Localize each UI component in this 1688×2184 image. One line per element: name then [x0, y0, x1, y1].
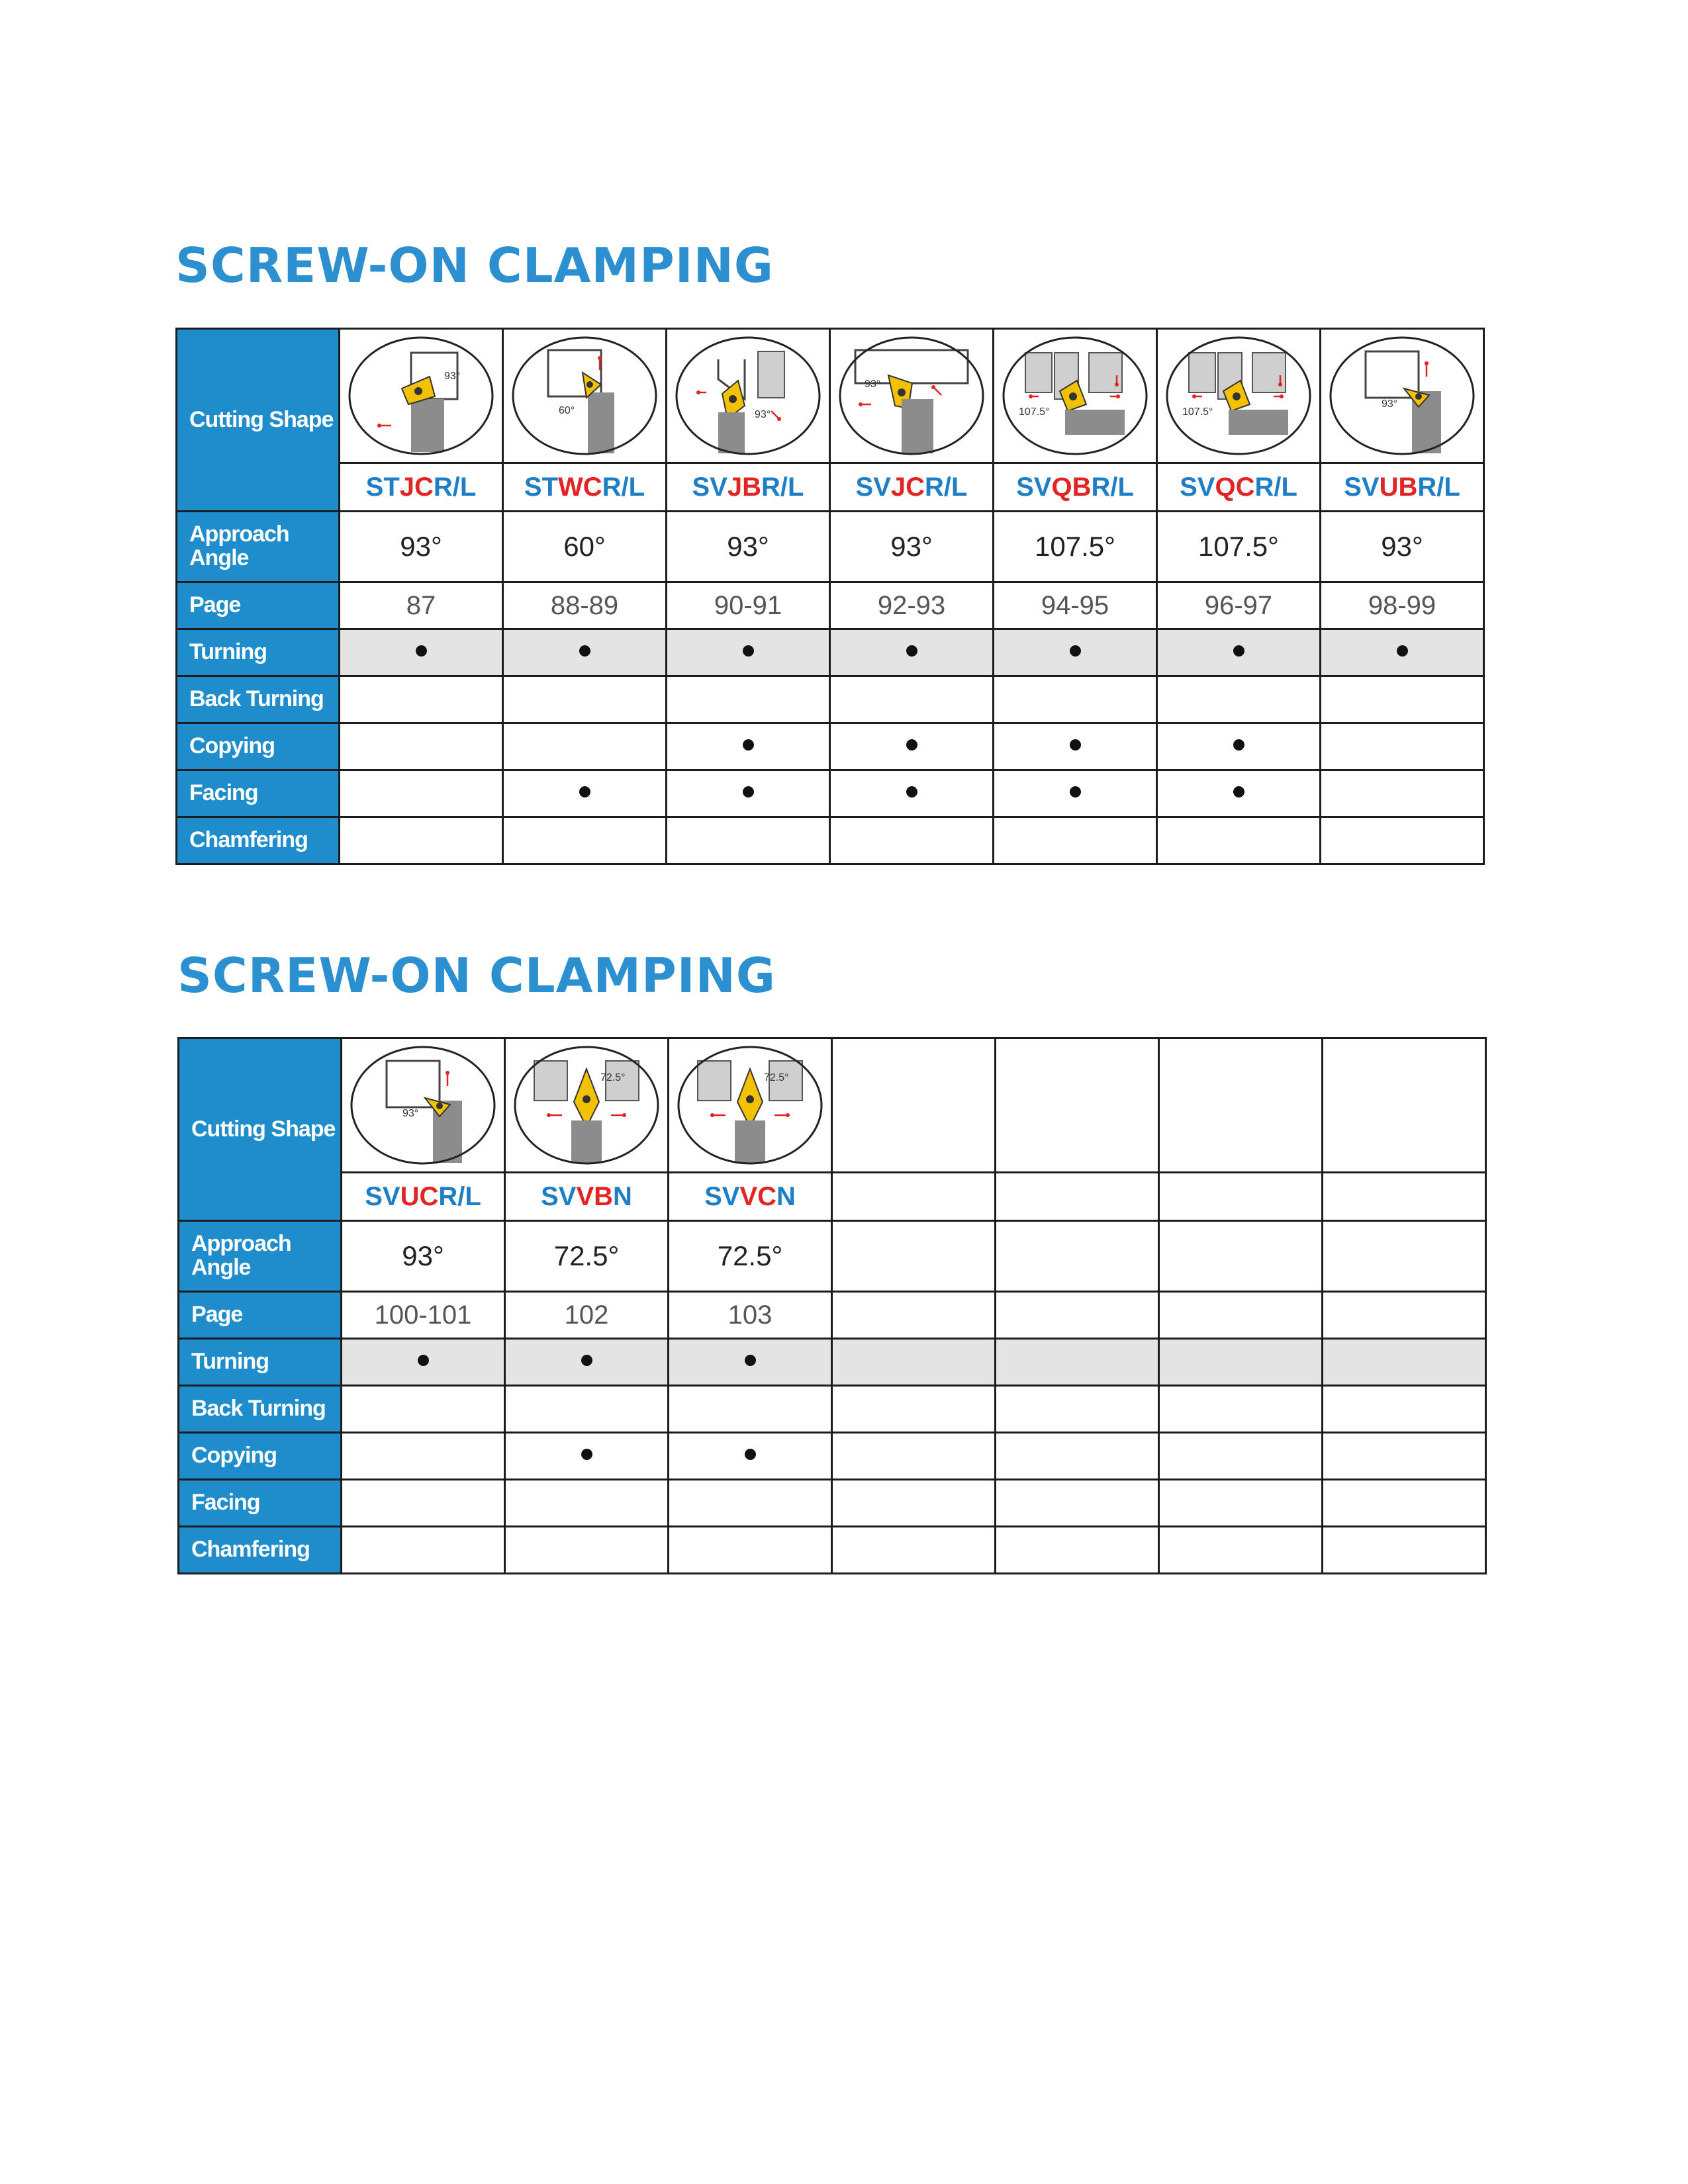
- check-dot-icon: [1233, 739, 1244, 751]
- tool-image-cell: [503, 329, 667, 463]
- approach-angle-value: 93°: [342, 1221, 505, 1292]
- approach-angle-value: 93°: [1321, 512, 1484, 582]
- op-cell: [832, 1433, 996, 1480]
- diagram-angle-label: 93°: [755, 409, 771, 420]
- approach-angle-value: 107.5°: [1157, 512, 1321, 582]
- page-ref: 100-101: [342, 1292, 505, 1339]
- tool-code: STWCR/L: [503, 463, 667, 512]
- tool-image-cell: [996, 1038, 1159, 1173]
- op-cell: [505, 1480, 669, 1527]
- diagram-angle-label: 93°: [1382, 398, 1398, 410]
- check-dot-icon: [581, 1355, 592, 1366]
- check-dot-icon: [745, 1449, 756, 1460]
- page-ref: [832, 1292, 996, 1339]
- row-label-approach-angle: Approach Angle: [177, 512, 340, 582]
- spec-table: [175, 328, 1485, 865]
- row-label-facing: Facing: [177, 770, 340, 817]
- op-cell: [1159, 1386, 1323, 1433]
- check-dot-icon: [418, 1355, 429, 1366]
- op-cell: [1323, 1386, 1486, 1433]
- op-cell: [505, 1386, 669, 1433]
- tool-svubr-icon: [1326, 333, 1478, 459]
- diagram-angle-label: 93°: [865, 379, 881, 390]
- op-cell: [503, 817, 667, 864]
- check-dot-icon: [581, 1449, 592, 1460]
- approach-angle-value: [996, 1221, 1159, 1292]
- approach-angle-value: 72.5°: [669, 1221, 832, 1292]
- op-cell: [1321, 770, 1484, 817]
- tool-svjbr-icon: [672, 333, 824, 459]
- tool-stjcr-icon: [345, 333, 497, 459]
- op-cell: [1321, 817, 1484, 864]
- row-label-cutting-shape: Cutting Shape: [177, 329, 340, 512]
- op-cell: [340, 629, 503, 676]
- page-ref: 98-99: [1321, 582, 1484, 629]
- tool-svqcr-icon: [1162, 333, 1315, 459]
- op-cell: [832, 1480, 996, 1527]
- row-label-page: Page: [177, 582, 340, 629]
- approach-angle-value: 72.5°: [505, 1221, 669, 1292]
- op-cell: [1159, 1433, 1323, 1480]
- approach-angle-value: [1323, 1221, 1486, 1292]
- check-dot-icon: [1233, 645, 1244, 657]
- op-cell: [996, 1527, 1159, 1574]
- op-cell: [503, 723, 667, 770]
- op-cell: [1323, 1433, 1486, 1480]
- tool-code: SVQCR/L: [1157, 463, 1321, 512]
- tool-image-cell: [1159, 1038, 1323, 1173]
- page-ref: 102: [505, 1292, 669, 1339]
- op-cell: [1321, 723, 1484, 770]
- op-cell: [1321, 676, 1484, 723]
- op-cell: [1157, 817, 1321, 864]
- op-cell: [503, 770, 667, 817]
- op-cell: [342, 1386, 505, 1433]
- op-cell: [340, 817, 503, 864]
- tool-svvbn-icon: [510, 1042, 663, 1168]
- row-label-cutting-shape: Cutting Shape: [179, 1038, 342, 1221]
- op-cell: [667, 676, 830, 723]
- op-cell: [1159, 1339, 1323, 1386]
- tool-svqbr-icon: [999, 333, 1151, 459]
- check-dot-icon: [1070, 739, 1081, 751]
- tool-code: SVJCR/L: [830, 463, 994, 512]
- check-dot-icon: [579, 645, 590, 657]
- tool-stwcr-icon: [508, 333, 661, 459]
- op-cell: [669, 1339, 832, 1386]
- tool-code: [1323, 1173, 1486, 1221]
- op-cell: [996, 1339, 1159, 1386]
- page-ref: [1159, 1292, 1323, 1339]
- op-cell: [996, 1386, 1159, 1433]
- diagram-angle-label: 93°: [402, 1108, 419, 1119]
- op-cell: [830, 817, 994, 864]
- check-dot-icon: [416, 645, 427, 657]
- tool-image-cell: [505, 1038, 669, 1173]
- op-cell: [342, 1527, 505, 1574]
- approach-angle-value: [1159, 1221, 1323, 1292]
- tool-svjcr-icon: [835, 333, 988, 459]
- page-ref: 96-97: [1157, 582, 1321, 629]
- op-cell: [830, 770, 994, 817]
- tool-image-cell: [340, 329, 503, 463]
- check-dot-icon: [1070, 786, 1081, 797]
- check-dot-icon: [1233, 786, 1244, 797]
- op-cell: [996, 1480, 1159, 1527]
- op-cell: [1159, 1527, 1323, 1574]
- tool-svvcn-icon: [674, 1042, 826, 1168]
- op-cell: [340, 676, 503, 723]
- op-cell: [505, 1527, 669, 1574]
- tool-code: [1159, 1173, 1323, 1221]
- diagram-angle-label: 72.5°: [764, 1072, 789, 1083]
- check-dot-icon: [1397, 645, 1408, 657]
- spec-table: [177, 1037, 1487, 1574]
- page-ref: 90-91: [667, 582, 830, 629]
- op-cell: [505, 1433, 669, 1480]
- check-dot-icon: [743, 739, 754, 751]
- tool-image-cell: [669, 1038, 832, 1173]
- tool-code: SVUBR/L: [1321, 463, 1484, 512]
- tool-image-cell: [342, 1038, 505, 1173]
- row-label-approach-angle: Approach Angle: [179, 1221, 342, 1292]
- diagram-angle-label: 93°: [444, 371, 461, 382]
- op-cell: [994, 629, 1157, 676]
- tool-svucr-icon: [347, 1042, 499, 1168]
- row-label-copying: Copying: [177, 723, 340, 770]
- check-dot-icon: [906, 786, 917, 797]
- op-cell: [994, 676, 1157, 723]
- op-cell: [832, 1339, 996, 1386]
- approach-angle-value: 93°: [667, 512, 830, 582]
- page-ref: 88-89: [503, 582, 667, 629]
- op-cell: [1321, 629, 1484, 676]
- tool-image-cell: [1323, 1038, 1486, 1173]
- op-cell: [667, 629, 830, 676]
- op-cell: [1157, 770, 1321, 817]
- op-cell: [340, 723, 503, 770]
- row-label-chamfering: Chamfering: [179, 1527, 342, 1574]
- section-title: SCREW-ON CLAMPING: [175, 238, 774, 293]
- op-cell: [667, 723, 830, 770]
- op-cell: [832, 1386, 996, 1433]
- op-cell: [830, 723, 994, 770]
- diagram-angle-label: 72.5°: [600, 1072, 626, 1083]
- row-label-turning: Turning: [179, 1339, 342, 1386]
- page-ref: 94-95: [994, 582, 1157, 629]
- op-cell: [1157, 676, 1321, 723]
- diagram-angle-label: 107.5°: [1019, 406, 1050, 418]
- op-cell: [994, 723, 1157, 770]
- op-cell: [503, 676, 667, 723]
- tool-code: [832, 1173, 996, 1221]
- op-cell: [1323, 1339, 1486, 1386]
- tool-code: SVVBN: [505, 1173, 669, 1221]
- row-label-turning: Turning: [177, 629, 340, 676]
- tool-image-cell: [830, 329, 994, 463]
- page-ref: 103: [669, 1292, 832, 1339]
- op-cell: [667, 770, 830, 817]
- tool-image-cell: [1321, 329, 1484, 463]
- check-dot-icon: [906, 645, 917, 657]
- tool-image-cell: [994, 329, 1157, 463]
- op-cell: [1159, 1480, 1323, 1527]
- op-cell: [994, 770, 1157, 817]
- check-dot-icon: [906, 739, 917, 751]
- page-ref: [1323, 1292, 1486, 1339]
- op-cell: [830, 676, 994, 723]
- op-cell: [1157, 723, 1321, 770]
- page-ref: [996, 1292, 1159, 1339]
- op-cell: [669, 1527, 832, 1574]
- approach-angle-value: [832, 1221, 996, 1292]
- approach-angle-value: 60°: [503, 512, 667, 582]
- op-cell: [832, 1527, 996, 1574]
- op-cell: [667, 817, 830, 864]
- check-dot-icon: [745, 1355, 756, 1366]
- row-label-back-turning: Back Turning: [179, 1386, 342, 1433]
- op-cell: [994, 817, 1157, 864]
- op-cell: [669, 1433, 832, 1480]
- tool-code: SVQBR/L: [994, 463, 1157, 512]
- tool-code: STJCR/L: [340, 463, 503, 512]
- tool-code: [996, 1173, 1159, 1221]
- row-label-facing: Facing: [179, 1480, 342, 1527]
- op-cell: [505, 1339, 669, 1386]
- row-label-chamfering: Chamfering: [177, 817, 340, 864]
- diagram-angle-label: 60°: [559, 405, 575, 416]
- section-title: SCREW-ON CLAMPING: [177, 948, 776, 1003]
- op-cell: [1323, 1527, 1486, 1574]
- check-dot-icon: [579, 786, 590, 797]
- op-cell: [669, 1480, 832, 1527]
- approach-angle-value: 93°: [340, 512, 503, 582]
- tool-code: SVVCN: [669, 1173, 832, 1221]
- check-dot-icon: [743, 786, 754, 797]
- op-cell: [503, 629, 667, 676]
- op-cell: [342, 1480, 505, 1527]
- op-cell: [342, 1339, 505, 1386]
- row-label-page: Page: [179, 1292, 342, 1339]
- tool-image-cell: [832, 1038, 996, 1173]
- op-cell: [669, 1386, 832, 1433]
- check-dot-icon: [1070, 645, 1081, 657]
- tool-code: SVJBR/L: [667, 463, 830, 512]
- op-cell: [1323, 1480, 1486, 1527]
- op-cell: [996, 1433, 1159, 1480]
- diagram-angle-label: 107.5°: [1182, 406, 1213, 418]
- tool-code: SVUCR/L: [342, 1173, 505, 1221]
- op-cell: [342, 1433, 505, 1480]
- page-ref: 92-93: [830, 582, 994, 629]
- tool-image-cell: [667, 329, 830, 463]
- op-cell: [1157, 629, 1321, 676]
- check-dot-icon: [743, 645, 754, 657]
- op-cell: [340, 770, 503, 817]
- row-label-copying: Copying: [179, 1433, 342, 1480]
- tool-image-cell: [1157, 329, 1321, 463]
- row-label-back-turning: Back Turning: [177, 676, 340, 723]
- approach-angle-value: 93°: [830, 512, 994, 582]
- approach-angle-value: 107.5°: [994, 512, 1157, 582]
- page-ref: 87: [340, 582, 503, 629]
- op-cell: [830, 629, 994, 676]
